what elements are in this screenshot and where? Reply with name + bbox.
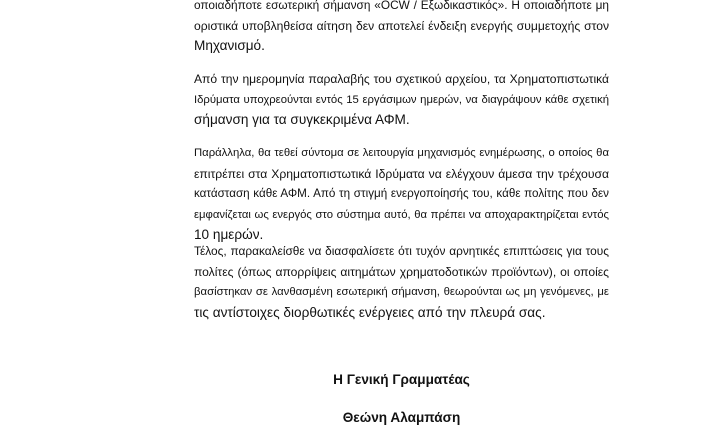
text-line: εμφανίζεται ως ενεργός στο σύστημα αυτό, θα πρέπει να αποχαρακτηρίζεται εντός xyxy=(194,208,609,221)
paragraph-internal-marking xyxy=(194,0,609,57)
text-line: οποιαδήποτε εσωτερική σήμανση «OCW / Εξωδικαστικός». Η οποιαδήποτε μη xyxy=(194,0,609,12)
text-line: επιτρέπει στα Χρηματοπιστωτικά Ιδρύματα να ελέγχουν άμεσα την τρέχουσα xyxy=(194,166,609,181)
signature-name: Θεώνη Αλαμπάση xyxy=(342,410,461,425)
text-line: Από την ημερομηνία παραλαβής του σχετικού αρχείου, τα Χρηματοπιστωτικά xyxy=(194,72,609,86)
text-line: κατάσταση κάθε ΑΦΜ. Από τη στιγμή ενεργοποίησής του, κάθε πολίτης που δεν xyxy=(194,187,609,200)
text-line: Μηχανισμό. xyxy=(194,38,265,53)
text-line: Παράλληλα, θα τεθεί σύντομα σε λειτουργία μηχανισμός ενημέρωσης, ο οποίος θα xyxy=(194,147,609,159)
text-line: τις αντίστοιχες διορθωτικές ενέργειες από την πλευρά σας. xyxy=(194,304,546,320)
text-line: 10 ημερών. xyxy=(194,227,264,242)
text-line: Τέλος, παρακαλείσθε να διασφαλίσετε ότι τυχόν αρνητικές επιπτώσεις για τους xyxy=(194,244,609,258)
paragraph-update-mechanism xyxy=(194,143,609,246)
text-line: οριστικά υποβληθείσα αίτηση δεν αποτελεί ένδειξη ενεργής συμμετοχής στον xyxy=(194,18,609,33)
text-line: βασίστηκαν σε λανθασμένη εσωτερική σήμανση, θεωρούνται ως μη γενόμενες, με xyxy=(194,286,609,298)
paragraph-negative-effects xyxy=(194,241,609,323)
text-line: Ιδρύματα υποχρεούνται εντός 15 εργάσιμων ημερών, να διαγράψουν κάθε σχετική xyxy=(194,93,609,106)
text-line: πολίτες (όπως απορρίψεις αιτημάτων χρηματοδοτικών προϊόντων), οι οποίες xyxy=(194,264,609,279)
text-line: σήμανση για τα συγκεκριμένα ΑΦΜ. xyxy=(194,112,410,127)
signature-title: Η Γενική Γραμματέας xyxy=(333,372,470,387)
paragraph-deletion-deadline xyxy=(194,69,609,131)
